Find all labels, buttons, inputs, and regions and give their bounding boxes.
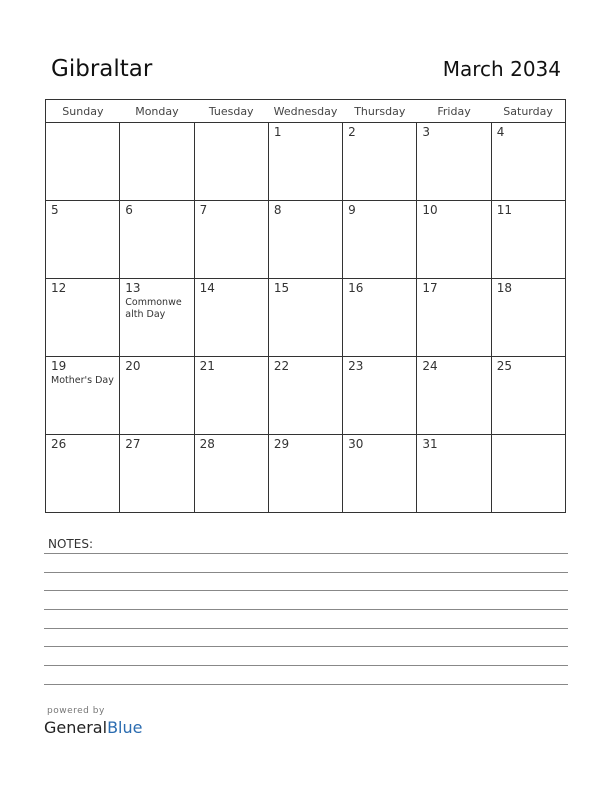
weekday-header: Friday — [417, 100, 491, 123]
day-number: 29 — [273, 437, 290, 451]
day-number: 5 — [51, 203, 59, 217]
empty-day-cell — [491, 435, 565, 513]
day-number: 19 — [51, 359, 67, 373]
day-number: 20 — [125, 359, 141, 373]
calendar-grid — [45, 99, 566, 513]
day-number: 17 — [422, 281, 438, 295]
day-number: 11 — [496, 203, 512, 217]
day-cell[interactable] — [417, 435, 491, 513]
note-line — [44, 684, 568, 685]
brand-general: General — [44, 718, 108, 737]
day-number: 8 — [273, 203, 282, 217]
day-cell[interactable] — [120, 435, 194, 513]
empty-day-cell — [194, 123, 268, 201]
day-cell[interactable] — [268, 357, 342, 435]
note-line — [44, 572, 568, 573]
day-number: 22 — [273, 359, 290, 373]
note-line — [44, 665, 568, 666]
day-cell[interactable] — [417, 279, 491, 357]
day-cell[interactable] — [194, 279, 268, 357]
notes-label: NOTES: — [48, 537, 93, 551]
brand-logo[interactable] — [44, 718, 142, 737]
day-cell[interactable] — [268, 435, 342, 513]
day-cell[interactable] — [46, 279, 120, 357]
day-number: 3 — [422, 125, 431, 139]
holiday-label: Mother's Day — [51, 375, 114, 386]
day-number: 14 — [199, 281, 215, 295]
day-cell[interactable] — [46, 201, 120, 279]
calendar-location-title: Gibraltar — [51, 56, 153, 82]
day-cell[interactable] — [268, 123, 342, 201]
day-number: 18 — [496, 281, 512, 295]
day-number: 13 — [125, 281, 141, 295]
day-number: 25 — [496, 359, 512, 373]
day-cell[interactable] — [491, 357, 565, 435]
weekday-header: Tuesday — [194, 100, 268, 123]
day-number: 9 — [348, 203, 356, 217]
day-number: 10 — [422, 203, 438, 217]
day-cell[interactable] — [120, 357, 194, 435]
day-number: 23 — [348, 359, 364, 373]
day-cell[interactable] — [194, 201, 268, 279]
day-cell[interactable] — [417, 123, 491, 201]
day-cell[interactable] — [491, 201, 565, 279]
day-cell[interactable] — [343, 123, 417, 201]
day-cell[interactable] — [46, 357, 120, 435]
day-cell[interactable] — [343, 435, 417, 513]
brand-blue: Blue — [107, 718, 143, 737]
note-line — [44, 553, 568, 554]
day-number: 21 — [199, 359, 215, 373]
day-number: 31 — [422, 437, 438, 451]
day-number: 12 — [51, 281, 67, 295]
day-cell[interactable] — [343, 357, 417, 435]
weekday-header: Monday — [120, 100, 194, 123]
weekday-header: Sunday — [46, 100, 120, 123]
day-number: 28 — [199, 437, 215, 451]
day-cell[interactable] — [417, 357, 491, 435]
day-number: 2 — [348, 125, 356, 139]
note-line — [44, 590, 568, 591]
week-row — [46, 435, 566, 513]
week-row — [46, 201, 566, 279]
day-cell[interactable] — [343, 201, 417, 279]
week-row — [46, 357, 566, 435]
day-cell[interactable] — [268, 201, 342, 279]
day-number: 6 — [125, 203, 133, 217]
day-cell[interactable] — [491, 279, 565, 357]
weekday-header: Thursday — [343, 100, 417, 123]
week-row — [46, 123, 566, 201]
day-cell[interactable] — [120, 279, 194, 357]
day-number: 27 — [125, 437, 141, 451]
day-cell[interactable] — [194, 435, 268, 513]
day-cell[interactable] — [46, 435, 120, 513]
weekday-header: Saturday — [491, 100, 565, 123]
day-number: 4 — [496, 125, 505, 139]
note-line — [44, 646, 568, 647]
empty-day-cell — [46, 123, 120, 201]
day-number: 15 — [273, 281, 290, 295]
empty-day-cell — [120, 123, 194, 201]
day-cell[interactable] — [268, 279, 342, 357]
week-row — [46, 279, 566, 357]
holiday-label: Commonwe alth Day — [125, 297, 182, 320]
powered-by-text: powered by — [47, 706, 105, 716]
day-number: 1 — [273, 125, 282, 139]
weekday-header-row — [46, 100, 566, 123]
day-cell[interactable] — [343, 279, 417, 357]
day-number: 26 — [51, 437, 67, 451]
note-line — [44, 628, 568, 629]
day-number: 16 — [348, 281, 364, 295]
day-cell[interactable] — [417, 201, 491, 279]
day-number: 7 — [199, 203, 208, 217]
day-number: 30 — [348, 437, 364, 451]
day-number: 24 — [422, 359, 438, 373]
day-cell[interactable] — [491, 123, 565, 201]
day-cell[interactable] — [194, 357, 268, 435]
day-cell[interactable] — [120, 201, 194, 279]
calendar-month-title: March 2034 — [442, 57, 561, 81]
weekday-header: Wednesday — [268, 100, 342, 123]
note-line — [44, 609, 568, 610]
